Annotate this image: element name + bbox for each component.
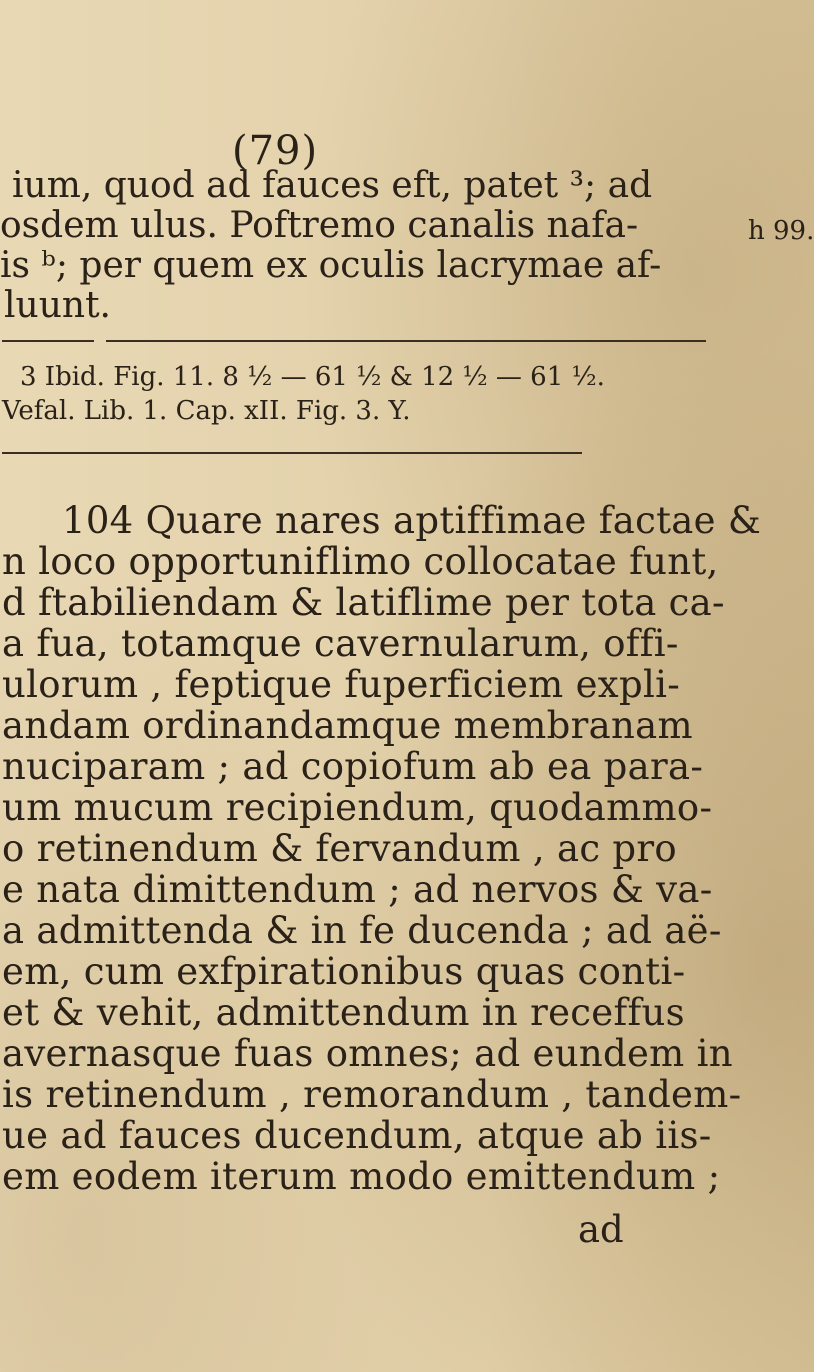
page-number: (79) — [232, 128, 319, 174]
text-line: et & vehit, admittendum in receffus — [2, 991, 685, 1034]
text-line: andam ordinandamque membranam — [2, 704, 693, 747]
text-line: nuciparam ; ad copiofum ab ea para- — [2, 745, 704, 788]
text-line: n loco opportuniflimo collocatae funt, — [2, 540, 719, 583]
text-line: luunt. — [4, 285, 111, 326]
text-line: is retinendum , remorandum , tandem- — [2, 1073, 742, 1116]
text-line: a admittenda & in fe ducenda ; ad aë- — [2, 909, 722, 952]
divider-rule — [2, 340, 94, 342]
text-line: ium, quod ad fauces eft, patet ³; ad — [12, 165, 653, 206]
divider-rule — [2, 452, 582, 454]
text-line: em, cum exfpirationibus quas conti- — [2, 950, 686, 993]
footnote-line: Vefal. Lib. 1. Cap. xII. Fig. 3. Y. — [2, 396, 411, 426]
text-line: is ᵇ; per quem ex oculis lacrymae af- — [0, 245, 662, 286]
text-line: ue ad fauces ducendum, atque ab iis- — [2, 1114, 712, 1157]
text-line: a fua, totamque cavernularum, offi- — [2, 622, 679, 665]
text-line: e nata dimittendum ; ad nervos & va- — [2, 868, 713, 911]
text-line: osdem ulus. Poftremo canalis nafa- — [0, 205, 639, 246]
footnote-line: 3 Ibid. Fig. 11. 8 ¹⁄₂ — 61 ¹⁄₂ & 12 ¹⁄₂ — 61 ¹⁄₂. — [20, 362, 605, 392]
text-line: um mucum recipiendum, quodammo- — [2, 786, 713, 829]
text-line: o retinendum & fervandum , ac pro — [2, 827, 677, 870]
text-line: ulorum , feptique fuperficiem expli- — [2, 663, 681, 706]
text-line: avernasque fuas omnes; ad eundem in — [2, 1032, 733, 1075]
text-line: em eodem iterum modo emittendum ; — [2, 1155, 721, 1198]
text-line: 104 Quare nares aptiffimae factae & — [62, 499, 762, 542]
margin-note: h 99. — [748, 216, 814, 246]
text-line: d ftabiliendam & latiflime per tota ca- — [2, 581, 725, 624]
divider-rule — [106, 340, 706, 342]
catchword: ad — [578, 1208, 624, 1251]
